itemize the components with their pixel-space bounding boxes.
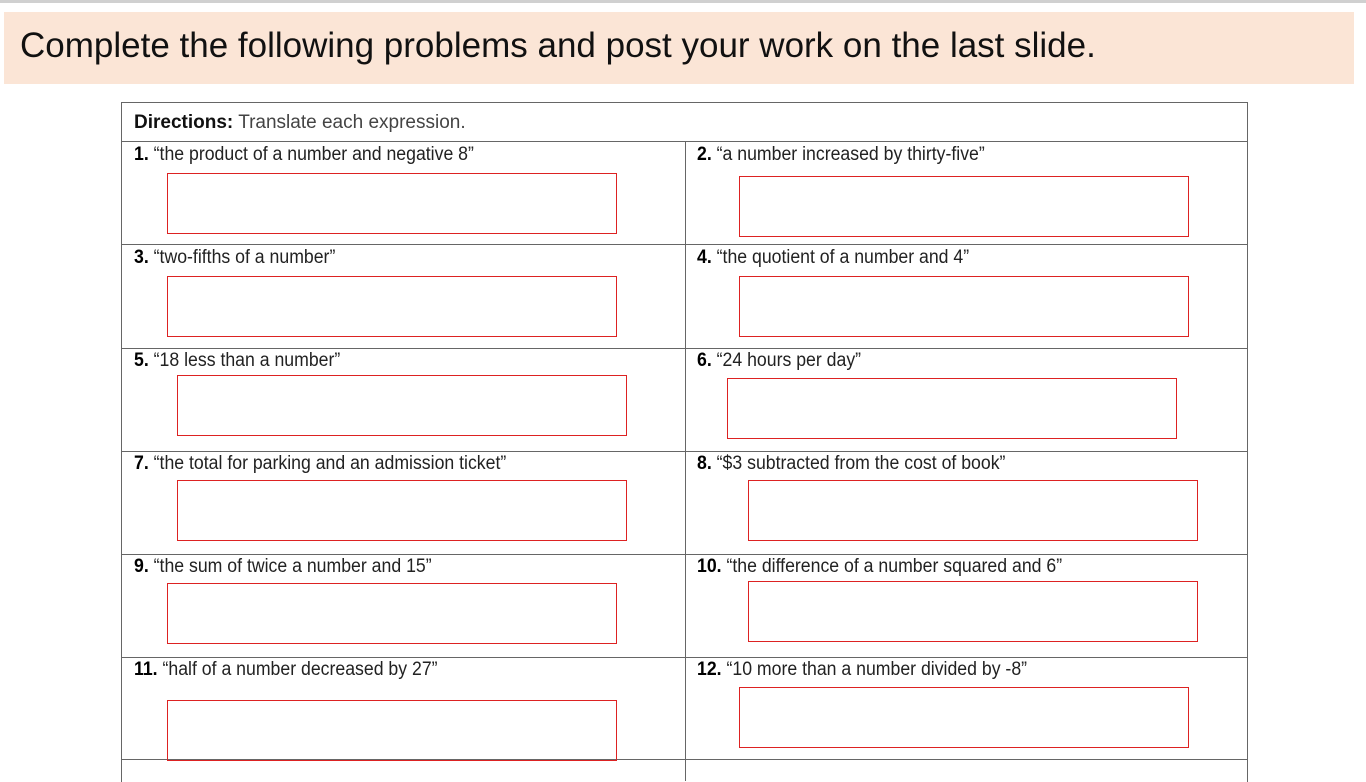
problem-text: “$3 subtracted from the cost of book” (716, 453, 1006, 474)
answer-box-8[interactable] (748, 480, 1198, 541)
problem-3 (134, 247, 335, 269)
problem-1 (134, 144, 474, 166)
answer-box-12[interactable] (739, 687, 1189, 748)
problem-7 (134, 453, 506, 475)
instruction-banner (4, 12, 1354, 84)
problem-4 (697, 247, 969, 269)
directions-label: Directions: (134, 112, 234, 133)
answer-box-1[interactable] (167, 173, 617, 234)
problem-5 (134, 350, 340, 372)
problem-2 (697, 144, 985, 166)
problem-number: 8. (697, 453, 712, 474)
problem-text: “the sum of twice a number and 15” (153, 556, 432, 577)
problem-10 (697, 556, 1062, 578)
answer-box-7[interactable] (177, 480, 627, 541)
answer-box-3[interactable] (167, 276, 617, 337)
column-divider (685, 141, 686, 781)
directions-text: Translate each expression. (238, 112, 466, 133)
answer-box-11[interactable] (167, 700, 617, 761)
top-border (0, 0, 1366, 3)
problem-text: “a number increased by thirty-five” (716, 144, 985, 165)
answer-box-2[interactable] (739, 176, 1189, 237)
problem-number: 6. (697, 350, 712, 371)
problem-text: “half of a number decreased by 27” (162, 659, 438, 680)
problem-9 (134, 556, 432, 578)
problem-text: “10 more than a number divided by -8” (726, 659, 1028, 680)
directions (134, 112, 466, 134)
problem-text: “24 hours per day” (716, 350, 862, 371)
answer-box-5[interactable] (177, 375, 627, 436)
problem-number: 9. (134, 556, 149, 577)
problem-number: 2. (697, 144, 712, 165)
problem-number: 12. (697, 659, 722, 680)
banner-text: Complete the following problems and post your work on the last slide. (20, 26, 1096, 65)
problem-6 (697, 350, 861, 372)
problem-11 (134, 659, 438, 681)
problem-number: 1. (134, 144, 149, 165)
problem-number: 5. (134, 350, 149, 371)
problem-text: “18 less than a number” (153, 350, 341, 371)
problem-12 (697, 659, 1027, 681)
problem-8 (697, 453, 1005, 475)
problem-number: 7. (134, 453, 149, 474)
answer-box-6[interactable] (727, 378, 1177, 439)
problem-number: 4. (697, 247, 712, 268)
problem-text: “two-fifths of a number” (153, 247, 336, 268)
problem-text: “the product of a number and negative 8” (153, 144, 474, 165)
answer-box-9[interactable] (167, 583, 617, 644)
problem-text: “the difference of a number squared and 6” (726, 556, 1063, 577)
problem-number: 10. (697, 556, 722, 577)
answer-box-10[interactable] (748, 581, 1198, 642)
answer-box-4[interactable] (739, 276, 1189, 337)
problem-text: “the quotient of a number and 4” (716, 247, 970, 268)
problem-number: 3. (134, 247, 149, 268)
problem-text: “the total for parking and an admission ticket” (153, 453, 507, 474)
problem-number: 11. (134, 659, 158, 680)
